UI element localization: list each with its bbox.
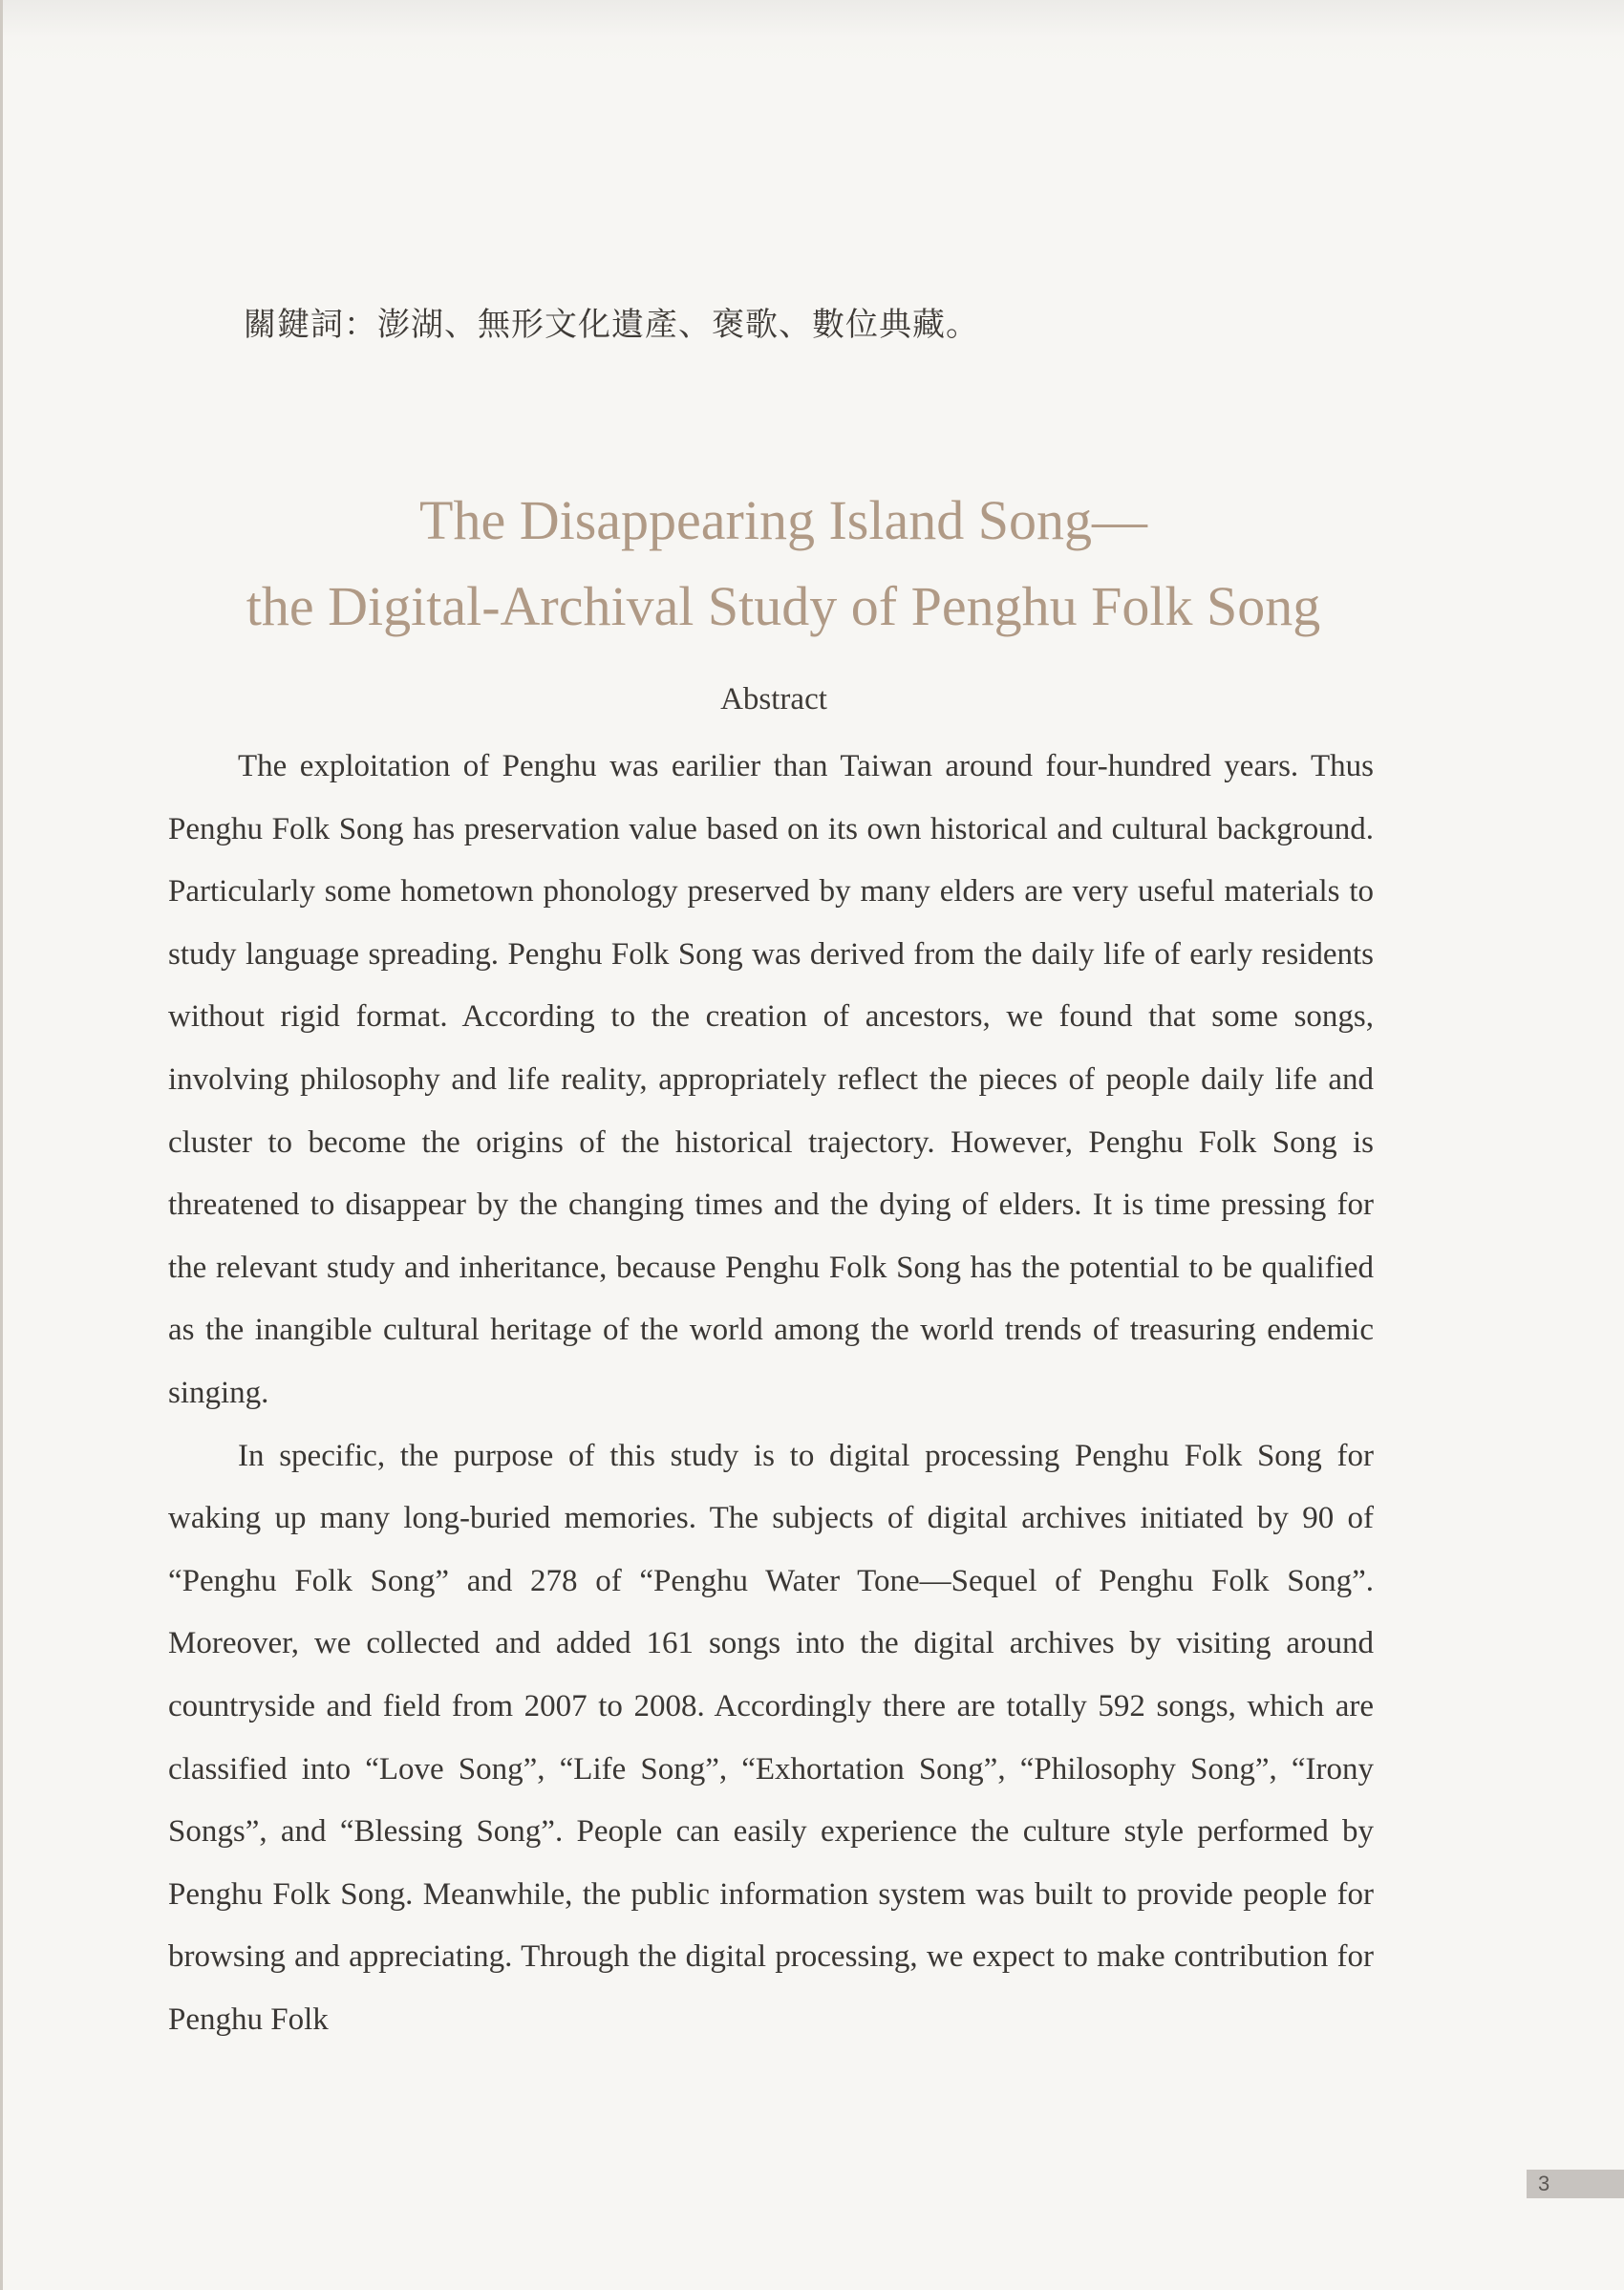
abstract-paragraph-2: In specific, the purpose of this study is to digital processing Penghu Folk Song for waking up many long-buried memories. The subjects of digital archives initiated by 90 of “Penghu Folk Song” and 278 of “Penghu Water Tone—Sequel of Penghu Folk Song”. Moreover, we collected and added 161 songs into the digital archives by visiting around countryside and field from 2007 to 2008. Accordingly there are totally 592 songs, which are classified into “Love Song”, “Life Song”, “Exhortation Song”, “Philosophy Song”, “Irony Songs”, and “Blessing Song”. People can easily experience the culture style performed by Penghu Folk Song. Meanwhile, the public information system was built to provide people for browsing and appreciating. Through the digital processing, we expect to make contribution for Penghu Folk xyxy=(168,1438,1374,2037)
title-line-2: the Digital-Archival Study of Penghu Folk Song xyxy=(246,575,1321,637)
abstract-body xyxy=(168,736,1374,2051)
page-number: 3 xyxy=(1527,2170,1624,2198)
title-line-1: The Disappearing Island Song— xyxy=(419,489,1147,551)
abstract-heading: Abstract xyxy=(720,682,827,717)
abstract-paragraph-1: The exploitation of Penghu was earilier than Taiwan around four-hundred years. Thus Penghu Folk Song has preservation value based on its own historical and cultural background. Particularly some hometown phonology preserved by many elders are very useful materials to study language spreading. Penghu Folk Song was derived from the daily life of early residents without rigid format. According to the creation of ancestors, we found that some songs, involving philosophy and life reality, appropriately reflect the pieces of people daily life and cluster to become the origins of the historical trajectory. However, Penghu Folk Song is threatened to disappear by the changing times and the dying of elders. It is time pressing for the relevant study and inheritance, because Penghu Folk Song has the potential to be qualified as the inangible cultural heritage of the world among the world trends of treasuring endemic singing. xyxy=(168,749,1374,1410)
page-edge xyxy=(0,0,3,2290)
keywords-line: 關鍵詞：澎湖、無形文化遺產、褒歌、數位典藏。 xyxy=(244,306,979,344)
